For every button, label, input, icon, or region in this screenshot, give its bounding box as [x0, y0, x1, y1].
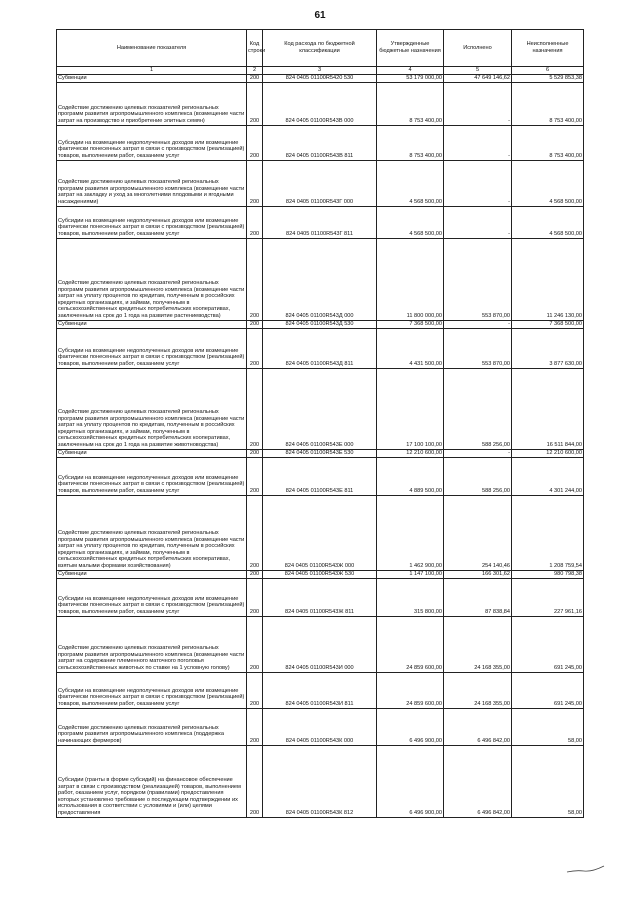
header-budget-code: Код расхода по бюджетной классификации — [263, 30, 377, 67]
row-unexecuted: 58,00 — [512, 708, 584, 745]
row-code: 200 — [247, 616, 263, 672]
table-row — [57, 578, 584, 616]
row-approved: 11 800 000,00 — [377, 238, 444, 320]
budget-execution-table — [56, 29, 584, 818]
row-code: 200 — [247, 745, 263, 817]
row-approved: 8 753 400,00 — [377, 125, 444, 160]
header-approved: Утвержденные бюджетные назначения — [377, 30, 444, 67]
row-code: 200 — [247, 449, 263, 457]
row-approved: 315 800,00 — [377, 578, 444, 616]
row-executed: - — [444, 449, 512, 457]
row-name: Субсидии на возмещение недополученных доходов или возмещение фактически понесенных затрат в связи с производством (реализацией) товаров, выполнением работ, оказанием услуг — [57, 672, 247, 708]
table-row — [57, 320, 584, 328]
row-budget-code: 824 0405 01100R543Ж 000 — [263, 495, 377, 570]
row-executed: - — [444, 206, 512, 238]
row-executed: 24 168 355,00 — [444, 616, 512, 672]
row-name: Содействие достижению целевых показателей региональных программ развития агропромышленного комплекса (возмещение части затрат на производство и приобретение элитных семян) — [57, 82, 247, 125]
row-unexecuted: 227 961,16 — [512, 578, 584, 616]
row-approved: 4 889 500,00 — [377, 457, 444, 495]
table-row — [57, 449, 584, 457]
table-row — [57, 368, 584, 449]
row-budget-code: 824 0405 01100R543Г 811 — [263, 206, 377, 238]
row-code: 200 — [247, 457, 263, 495]
row-name: Субсидии на возмещение недополученных доходов или возмещение фактически понесенных затрат в связи с производством (реализацией) товаров, выполнением работ, оказанием услуг — [57, 125, 247, 160]
row-budget-code: 824 0405 01100R543Д 530 — [263, 320, 377, 328]
row-unexecuted: 4 301 244,00 — [512, 457, 584, 495]
row-approved: 24 859 600,00 — [377, 616, 444, 672]
header-executed: Исполнено — [444, 30, 512, 67]
row-name: Субвенции — [57, 74, 247, 82]
table-row — [57, 82, 584, 125]
row-executed: 24 168 355,00 — [444, 672, 512, 708]
row-name: Содействие достижению целевых показателей региональных программ развития агропромышленного комплекса (поддержка начинающих фермеров) — [57, 708, 247, 745]
row-name: Субсидии на возмещение недополученных доходов или возмещение фактически понесенных затрат в связи с производством (реализацией) товаров, выполнением работ, оказанием услуг — [57, 206, 247, 238]
row-name: Субсидии на возмещение недополученных доходов или возмещение фактически понесенных затрат в связи с производством (реализацией) товаров, выполнением работ, оказанием услуг — [57, 578, 247, 616]
row-code: 200 — [247, 74, 263, 82]
row-name: Субсидии (гранты в форме субсидий) на финансовое обеспечение затрат в связи с производством (реализацией) товаров, выполнением работ, оказанием услуг, порядком (правилами) предоставления которых установлено требование о последующем подтверждении их использования в соответствии с условиями и (или) целями предоставления — [57, 745, 247, 817]
row-code: 200 — [247, 125, 263, 160]
row-unexecuted: 691 245,00 — [512, 616, 584, 672]
row-unexecuted: 3 877 630,00 — [512, 328, 584, 368]
table-row — [57, 708, 584, 745]
row-executed: - — [444, 320, 512, 328]
column-number: 6 — [512, 67, 584, 75]
row-executed: 87 838,84 — [444, 578, 512, 616]
row-executed: 254 140,46 — [444, 495, 512, 570]
header-indicator-name: Наименование показателя — [57, 30, 247, 67]
row-approved: 53 179 000,00 — [377, 74, 444, 82]
column-number: 1 — [57, 67, 247, 75]
row-unexecuted: 16 511 844,00 — [512, 368, 584, 449]
row-budget-code: 824 0405 01100R543Ж 530 — [263, 570, 377, 578]
row-budget-code: 824 0405 01100R543И 000 — [263, 616, 377, 672]
row-approved: 4 431 500,00 — [377, 328, 444, 368]
table-row — [57, 672, 584, 708]
row-budget-code: 824 0405 01100R543Е 530 — [263, 449, 377, 457]
column-number: 5 — [444, 67, 512, 75]
row-unexecuted: 1 208 759,54 — [512, 495, 584, 570]
row-executed: 166 301,62 — [444, 570, 512, 578]
table-row — [57, 570, 584, 578]
row-approved: 17 100 100,00 — [377, 368, 444, 449]
row-budget-code: 824 0405 01100R543Е 811 — [263, 457, 377, 495]
row-unexecuted: 12 210 600,00 — [512, 449, 584, 457]
row-executed: 553 870,00 — [444, 238, 512, 320]
row-code: 200 — [247, 206, 263, 238]
table-row — [57, 160, 584, 206]
table-row — [57, 328, 584, 368]
row-approved: 6 496 900,00 — [377, 708, 444, 745]
column-number-row — [57, 67, 584, 75]
row-approved: 1 462 900,00 — [377, 495, 444, 570]
row-code: 200 — [247, 578, 263, 616]
row-executed: 588 256,00 — [444, 457, 512, 495]
row-name: Субсидии на возмещение недополученных доходов или возмещение фактически понесенных затрат в связи с производством (реализацией) товаров, выполнением работ, оказанием услуг — [57, 457, 247, 495]
row-unexecuted: 4 568 500,00 — [512, 160, 584, 206]
row-budget-code: 824 0405 01100R543Е 000 — [263, 368, 377, 449]
row-code: 200 — [247, 708, 263, 745]
header-line-code: Код строки — [247, 30, 263, 67]
row-executed: 6 496 842,00 — [444, 745, 512, 817]
row-budget-code: 824 0405 01100R543К 812 — [263, 745, 377, 817]
row-approved: 7 368 500,00 — [377, 320, 444, 328]
row-unexecuted: 11 246 130,00 — [512, 238, 584, 320]
row-budget-code: 824 0405 01100R543И 811 — [263, 672, 377, 708]
row-approved: 8 753 400,00 — [377, 82, 444, 125]
row-budget-code: 824 0405 01100R543В 811 — [263, 125, 377, 160]
page-number: 61 — [314, 10, 326, 21]
row-budget-code: 824 0405 01100R543Ж 811 — [263, 578, 377, 616]
table-row — [57, 74, 584, 82]
row-code: 200 — [247, 672, 263, 708]
row-unexecuted: 980 798,38 — [512, 570, 584, 578]
row-unexecuted: 58,00 — [512, 745, 584, 817]
row-name: Субвенции — [57, 320, 247, 328]
row-code: 200 — [247, 368, 263, 449]
row-name: Субвенции — [57, 570, 247, 578]
column-number: 3 — [263, 67, 377, 75]
row-unexecuted: 7 368 500,00 — [512, 320, 584, 328]
row-approved: 24 859 600,00 — [377, 672, 444, 708]
column-number: 2 — [247, 67, 263, 75]
column-number: 4 — [377, 67, 444, 75]
row-budget-code: 824 0405 01100R543Г 000 — [263, 160, 377, 206]
table-row — [57, 206, 584, 238]
handwritten-mark-icon — [566, 864, 606, 874]
row-approved: 6 496 900,00 — [377, 745, 444, 817]
row-executed: - — [444, 125, 512, 160]
row-name: Содействие достижению целевых показателей региональных программ развития агропромышленного комплекса (возмещение части затрат на уплату процентов по кредитам, полученным в российских кредитных организациях, и займам, полученным в сельскохозяйственных кредитных потребительских кооперативах, взятым малыми формами хозяйствования) — [57, 495, 247, 570]
table-row — [57, 745, 584, 817]
row-code: 200 — [247, 320, 263, 328]
row-budget-code: 824 0405 01100R543Д 811 — [263, 328, 377, 368]
row-name: Содействие достижению целевых показателей региональных программ развития агропромышленного комплекса (возмещение части затрат на закладку и уход за многолетними плодовыми и ягодными насаждениями) — [57, 160, 247, 206]
table-header-row — [57, 30, 584, 67]
row-budget-code: 824 0405 01100R543К 000 — [263, 708, 377, 745]
row-code: 200 — [247, 160, 263, 206]
row-unexecuted: 5 529 853,38 — [512, 74, 584, 82]
row-code: 200 — [247, 495, 263, 570]
row-approved: 12 210 600,00 — [377, 449, 444, 457]
row-unexecuted: 8 753 400,00 — [512, 82, 584, 125]
table-row — [57, 457, 584, 495]
row-executed: 588 256,00 — [444, 368, 512, 449]
row-budget-code: 824 0405 01100R543В 000 — [263, 82, 377, 125]
row-budget-code: 824 0405 01100R5420 530 — [263, 74, 377, 82]
table-row — [57, 616, 584, 672]
row-budget-code: 824 0405 01100R543Д 000 — [263, 238, 377, 320]
row-code: 200 — [247, 82, 263, 125]
row-code: 200 — [247, 570, 263, 578]
row-approved: 1 147 100,00 — [377, 570, 444, 578]
row-name: Субвенции — [57, 449, 247, 457]
row-code: 200 — [247, 328, 263, 368]
row-executed: - — [444, 160, 512, 206]
table-row — [57, 125, 584, 160]
row-name: Содействие достижению целевых показателей региональных программ развития агропромышленного комплекса (возмещение части затрат на уплату процентов по кредитам, полученным в российских кредитных организациях, и займам, полученным в сельскохозяйственных кредитных потребительских кооперативах, заключенным на срок до 1 года на развитие растениеводства) — [57, 238, 247, 320]
row-unexecuted: 8 753 400,00 — [512, 125, 584, 160]
row-executed: 47 649 146,62 — [444, 74, 512, 82]
row-name: Субсидии на возмещение недополученных доходов или возмещение фактически понесенных затрат в связи с производством (реализацией) товаров, выполнением работ, оказанием услуг — [57, 328, 247, 368]
row-name: Содействие достижению целевых показателей региональных программ развития агропромышленного комплекса (возмещение части затрат на содержание племенного маточного поголовья сельскохозяйственных животных по ставке на 1 условную голову) — [57, 616, 247, 672]
row-executed: 553 870,00 — [444, 328, 512, 368]
row-executed: 6 496 842,00 — [444, 708, 512, 745]
row-approved: 4 568 500,00 — [377, 160, 444, 206]
row-unexecuted: 4 568 500,00 — [512, 206, 584, 238]
row-executed: - — [444, 82, 512, 125]
row-approved: 4 568 500,00 — [377, 206, 444, 238]
row-unexecuted: 691 245,00 — [512, 672, 584, 708]
table-row — [57, 495, 584, 570]
header-unexecuted: Неисполненные назначения — [512, 30, 584, 67]
row-name: Содействие достижению целевых показателей региональных программ развития агропромышленного комплекса (возмещение части затрат на уплату процентов по кредитам, полученным в российских кредитных организациях, и займам, полученным в сельскохозяйственных кредитных потребительских кооперативах, заключенным на срок до 1 года на развитие животноводства) — [57, 368, 247, 449]
table-row — [57, 238, 584, 320]
row-code: 200 — [247, 238, 263, 320]
